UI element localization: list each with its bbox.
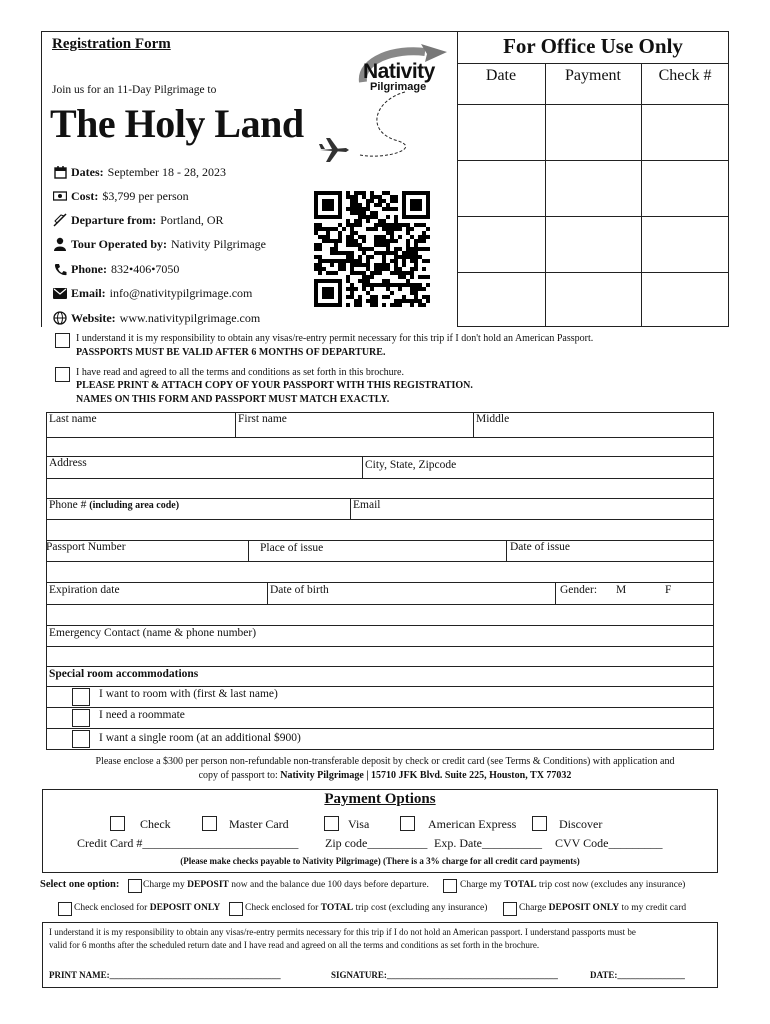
first-name-label: First name	[238, 413, 287, 425]
departure-icon	[53, 213, 67, 227]
pay-amex-label: American Express	[428, 817, 517, 831]
info-phone	[53, 261, 179, 277]
opt3-bold: DEPOSIT ONLY	[149, 903, 221, 913]
emergency-label: Emergency Contact (name & phone number)	[49, 627, 257, 639]
expiration-input[interactable]	[47, 583, 266, 603]
last-name-input[interactable]	[47, 413, 234, 436]
deposit-line2-pre: copy of passport to:	[198, 770, 278, 781]
deposit-line2	[40, 770, 730, 781]
office-row-line	[457, 272, 729, 273]
website-label: Website:	[71, 310, 116, 325]
payment-note: (Please make checks payable to Nativity Pilgrimage) (There is a 3% charge for all credit card payments)	[180, 856, 580, 866]
roommate-checkbox[interactable]	[72, 709, 90, 727]
gender-m-option[interactable]: M	[616, 584, 627, 596]
pay-discover-checkbox[interactable]	[532, 816, 547, 831]
grid-line	[46, 437, 714, 438]
dob-input[interactable]	[268, 583, 554, 603]
info-dates	[53, 164, 226, 180]
phone-icon	[53, 262, 67, 276]
email-field-label: Email	[353, 499, 381, 511]
opt2-bold: TOTAL	[504, 880, 537, 890]
opt-check-deposit-label	[74, 903, 220, 913]
grid-col	[555, 582, 556, 604]
expiration-label: Expiration date	[49, 584, 120, 596]
opt5-pre: Charge	[519, 903, 549, 913]
phone-field-main: Phone #	[49, 499, 87, 511]
exp-date-field[interactable]: Exp. Date__________	[434, 836, 542, 850]
opt-check-deposit-checkbox[interactable]	[58, 902, 72, 916]
info-cost	[53, 188, 189, 204]
ack-terms-text: I have read and agreed to all the terms and conditions as set forth in this brochure.	[76, 367, 404, 378]
place-of-issue-input[interactable]	[249, 541, 505, 560]
opt-charge-total-label	[460, 880, 685, 890]
ack-terms-note2: NAMES ON THIS FORM AND PASSPORT MUST MATCH EXACTLY.	[76, 394, 390, 405]
opt-charge-deposit-cc-label	[519, 903, 686, 913]
room-heading: Special room accommodations	[49, 668, 199, 680]
pay-check-checkbox[interactable]	[110, 816, 125, 831]
office-col-line	[545, 63, 546, 327]
deposit-line1: Please enclose a $300 per person non-refundable non-transferable deposit by check or credit card (see Terms & Conditions) with application and	[95, 756, 675, 767]
ack-passport-text: I understand it is my responsibility to obtain any visas/re-entry permit necessary for this trip if I don't hold an American Passport.	[76, 333, 594, 344]
email-value: info@nativitypilgrimage.com	[109, 285, 253, 300]
select-option-label: Select one option:	[40, 879, 120, 890]
emergency-input[interactable]	[47, 626, 713, 645]
info-departure	[53, 212, 224, 228]
office-col-line	[641, 63, 642, 327]
pay-master-checkbox[interactable]	[202, 816, 217, 831]
office-col-payment: Payment	[565, 67, 621, 84]
last-name-label: Last name	[49, 413, 97, 425]
opt1-pre: Charge my	[143, 880, 188, 890]
opt-charge-deposit-label	[143, 880, 429, 890]
print-name-field[interactable]: PRINT NAME:______________________________________	[49, 970, 281, 980]
address-input[interactable]	[47, 457, 361, 477]
zip-code-field[interactable]: Zip code__________	[325, 836, 428, 850]
date-of-issue-input[interactable]	[507, 541, 713, 560]
grid-line	[46, 686, 714, 687]
main-title: The Holy Land	[50, 101, 304, 146]
deposit-address: Nativity Pilgrimage | 15710 JFK Blvd. Suite 225, Houston, TX 77032	[280, 770, 572, 781]
grid-line	[46, 561, 714, 562]
cvv-code-field[interactable]: CVV Code_________	[555, 836, 663, 850]
office-row-line	[457, 160, 729, 161]
office-col-check: Check #	[658, 67, 712, 84]
info-tour	[53, 236, 266, 252]
cost-value: $3,799 per person	[102, 188, 189, 203]
office-row-line	[457, 216, 729, 217]
grid-line	[46, 728, 714, 729]
opt1-bold: DEPOSIT	[187, 880, 229, 890]
logo-sub: Pilgrimage	[370, 81, 427, 93]
footer-statement-2: valid for 6 months after the scheduled return date and I have read and agreed on all the terms and conditions as set forth in the brochure.	[49, 940, 540, 950]
passport-number-label: Passport Number	[46, 541, 126, 553]
dates-value: September 18 - 28, 2023	[107, 164, 226, 179]
opt-check-total-checkbox[interactable]	[229, 902, 243, 916]
place-of-issue-label: Place of issue	[260, 542, 324, 554]
tour-label: Tour Operated by:	[71, 236, 168, 251]
intro-text: Join us for an 11-Day Pilgrimage to	[52, 84, 217, 96]
pay-discover-label: Discover	[559, 817, 603, 831]
logo	[355, 40, 455, 165]
single-room-checkbox[interactable]	[72, 730, 90, 748]
airplane-icon	[318, 136, 350, 164]
gender-label: Gender:	[560, 584, 598, 596]
opt4-post: trip cost (excluding any insurance)	[353, 903, 488, 913]
dates-label: Dates:	[71, 164, 104, 179]
ack-passport-checkbox[interactable]	[55, 333, 70, 348]
room-with-checkbox[interactable]	[72, 688, 90, 706]
opt5-bold: DEPOSIT ONLY	[548, 903, 620, 913]
pay-visa-label: Visa	[348, 817, 370, 831]
ack-passport-note: PASSPORTS MUST BE VALID AFTER 6 MONTHS OF DEPARTURE.	[76, 347, 386, 358]
grid-line	[46, 478, 714, 479]
ack-terms-note1: PLEASE PRINT & ATTACH COPY OF YOUR PASSPORT WITH THIS REGISTRATION.	[76, 380, 473, 391]
single-room-label: I want a single room (at an additional $900)	[99, 732, 301, 744]
office-title: For Office Use Only	[503, 34, 683, 58]
opt2-pre: Charge my	[460, 880, 505, 890]
pay-master-label: Master Card	[229, 817, 289, 831]
signature-field[interactable]: SIGNATURE:______________________________________	[331, 970, 558, 980]
office-header-divider	[457, 104, 729, 105]
gender-f-option[interactable]: F	[665, 584, 672, 596]
globe-icon	[53, 311, 67, 325]
passport-number-input[interactable]	[47, 541, 247, 560]
email-field-input[interactable]	[351, 499, 713, 518]
office-col-date: Date	[485, 67, 517, 84]
middle-name-label: Middle	[476, 413, 510, 425]
tour-value: Nativity Pilgrimage	[171, 236, 267, 251]
grid-line	[46, 646, 714, 647]
phone-value: 832•406•7050	[111, 261, 180, 276]
grid-line	[46, 604, 714, 605]
form-title: Registration Form	[52, 36, 171, 52]
opt4-bold: TOTAL	[320, 903, 354, 913]
phone-field-note: (including area code)	[89, 500, 180, 511]
logo-word: Nativity	[363, 60, 435, 83]
opt4-pre: Check enclosed for	[245, 903, 321, 913]
info-email	[53, 285, 252, 301]
city-label: City, State, Zipcode	[365, 459, 457, 471]
date-of-issue-label: Date of issue	[510, 541, 571, 553]
address-label: Address	[49, 457, 87, 469]
cost-label: Cost:	[71, 188, 99, 203]
departure-label: Departure from:	[71, 212, 157, 227]
website-value: www.nativitypilgrimage.com	[119, 310, 261, 325]
email-label: Email:	[71, 285, 106, 300]
opt3-pre: Check enclosed for	[74, 903, 150, 913]
pay-check-label: Check	[140, 817, 171, 831]
opt5-post: to my credit card	[619, 903, 687, 913]
ack-terms-checkbox[interactable]	[55, 367, 70, 382]
office-divider	[457, 63, 729, 64]
qr-code[interactable]	[314, 191, 430, 307]
opt-check-total-label	[245, 903, 487, 913]
grid-line	[46, 666, 714, 667]
phone-label: Phone:	[71, 261, 107, 276]
opt-charge-deposit-cc-checkbox[interactable]	[503, 902, 517, 916]
middle-name-input[interactable]	[474, 413, 713, 436]
dob-label: Date of birth	[270, 584, 329, 596]
pay-visa-checkbox[interactable]	[324, 816, 339, 831]
first-name-input[interactable]	[236, 413, 472, 436]
opt-charge-deposit-checkbox[interactable]	[128, 879, 142, 893]
payment-title: Payment Options	[324, 791, 436, 807]
phone-field-input[interactable]	[47, 499, 349, 518]
info-website	[53, 310, 260, 326]
departure-value: Portland, OR	[160, 212, 224, 227]
roommate-label: I need a roommate	[99, 709, 185, 721]
credit-card-field[interactable]: Credit Card #__________________________	[77, 836, 299, 850]
person-icon	[53, 237, 67, 251]
footer-statement-1: I understand it is my responsibility to obtain any visas/re-entry permits necessary for this trip if I do not hold an American passport. I understand passports must be	[49, 927, 636, 937]
city-input[interactable]	[363, 457, 713, 477]
date-field[interactable]: DATE:_______________	[590, 970, 685, 980]
grid-line	[46, 707, 714, 708]
pay-amex-checkbox[interactable]	[400, 816, 415, 831]
money-icon	[53, 189, 67, 203]
opt2-post: trip cost now (excludes any insurance)	[536, 880, 686, 890]
calendar-icon	[53, 165, 67, 179]
grid-line	[46, 519, 714, 520]
opt1-post: now and the balance due 100 days before departure.	[228, 880, 429, 890]
envelope-icon	[53, 286, 67, 300]
room-with-label: I want to room with (first & last name)	[99, 688, 278, 700]
opt-charge-total-checkbox[interactable]	[443, 879, 457, 893]
